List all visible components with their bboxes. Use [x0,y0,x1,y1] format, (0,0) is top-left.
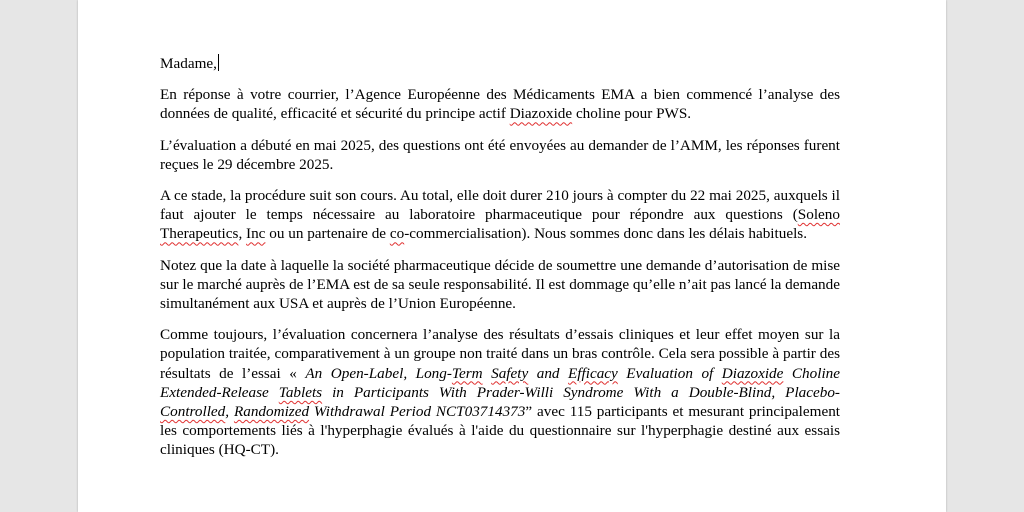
paragraph-5[interactable] [160,325,840,459]
paragraph-5-text-a: Comme toujours, l’évaluation concernera l’analyse des résultats d’essais cliniques et leur effet moyen sur la population traitée, comparativement à un groupe non traité dans un bras contrôle. Cela sera possible à partir des résultats de l’essai « [160,326,840,382]
salutation-paragraph[interactable] [160,54,840,73]
paragraph-4[interactable] [160,256,840,314]
paragraph-1-text-a: En réponse à votre courrier, l’Agence Européenne des Médicaments EMA a bien commencé l’analyse des données de qualité, efficacité et sécurité du principe actif [160,86,840,123]
spellcheck-word[interactable]: Safety [491,364,529,382]
paragraph-3-text-g: ou un partenaire de [265,225,390,243]
spellcheck-word[interactable]: Soleno [797,206,840,224]
paragraph-3-text-i: -commercialisation). Nous sommes donc dans les délais habituels. [404,225,807,243]
paragraph-3-text-a: A ce stade, la procédure suit son cours. Au total, elle doit durer 210 jours à compter du 22 mai 2025, auxquels il faut ajouter le temps nécessaire au laboratoire pharmaceutique pour répondre aux questions ( [160,187,840,224]
paragraph-2-text: L’évaluation a débuté en mai 2025, des questions ont été envoyées au demander de l’AMM, les réponses furent reçues le 29 décembre 2025. [160,136,840,173]
paragraph-3[interactable] [160,186,840,244]
paragraph-1[interactable] [160,85,840,123]
document-body[interactable] [160,54,840,472]
trial-title-part: Evaluation of [617,364,722,382]
paragraph-4-text: Notez que la date à laquelle la société pharmaceutique décide de soumettre une demande d’autorisation de mise sur le marché auprès de l’EMA est de sa seule responsabilité. Il est dommage qu’elle n’ait pas lancé la demande simultanément aux USA et auprès de l’Union Européenne. [160,256,840,313]
spellcheck-word[interactable]: Controlled [160,403,226,421]
spellcheck-word[interactable]: Inc [246,225,266,243]
spellcheck-word[interactable]: Diazoxide [509,105,573,123]
spellcheck-word[interactable]: Efficacy [568,364,618,382]
trial-title-part: Withdrawal Period NCT03714373 [309,403,526,421]
salutation-text: Madame, [160,55,217,72]
trial-title-part: Choline Extended-Release [160,364,840,401]
paragraph-2[interactable] [160,136,840,174]
spellcheck-word[interactable]: Randomized [233,403,310,421]
trial-title-part [483,365,492,382]
text-cursor [218,54,219,71]
trial-title-part: in Participants With Prader-Willi Syndrome With a Double-Blind, Placebo- [322,383,840,401]
trial-title-part: An Open-Label, Long- [305,364,452,382]
spellcheck-word[interactable]: Diazoxide [721,364,784,382]
spellcheck-word[interactable]: Therapeutics [160,225,239,243]
document-page [78,0,946,512]
trial-title-part: , [225,403,234,421]
paragraph-1-text-c: choline pour PWS. [572,105,692,123]
spellcheck-word[interactable]: Tablets [278,383,323,401]
spellcheck-word[interactable]: Term [451,364,483,382]
paragraph-3-text-e: , [238,225,247,243]
paragraph-5-text-b: ” avec 115 participants et mesurant principalement les comportements liés à l'hyperphagie évalués à l'aide du questionnaire sur l'hyperphagie destiné aux essais cliniques (HQ-CT). [160,403,841,459]
trial-title-part: and [528,364,569,382]
spellcheck-word[interactable]: co [389,225,405,243]
